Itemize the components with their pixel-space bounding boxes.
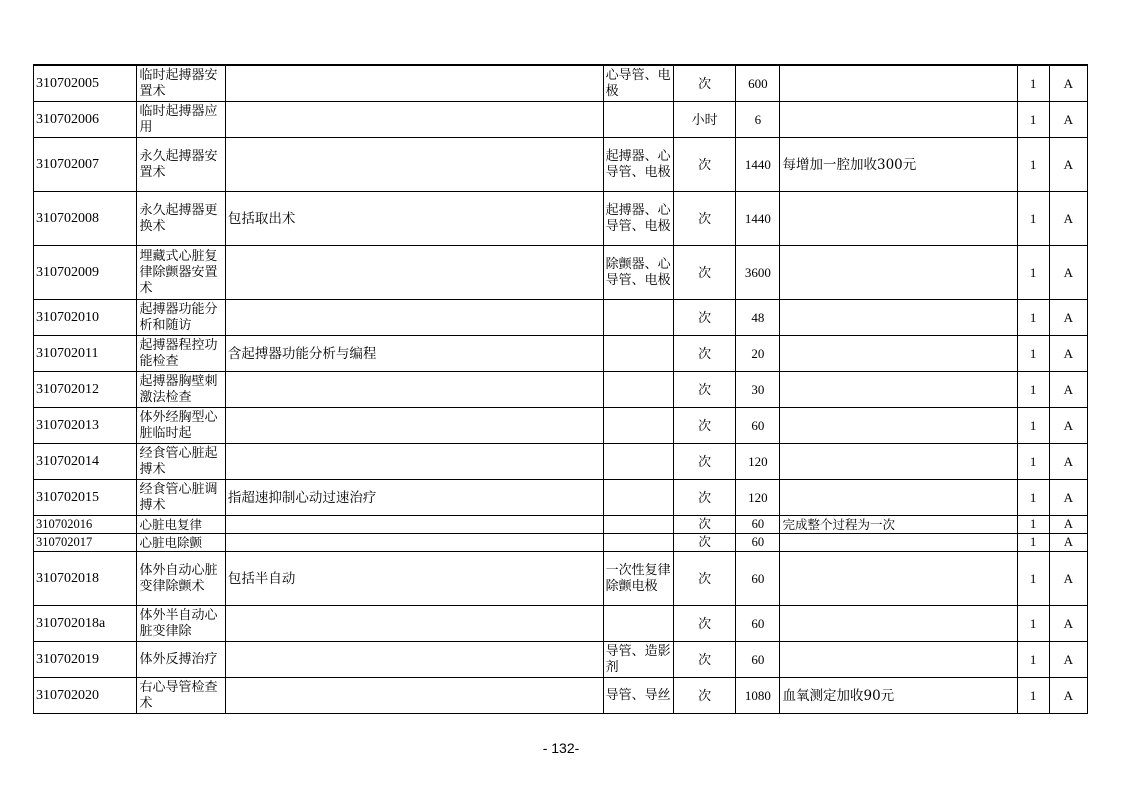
- item-unit: 次: [674, 192, 736, 246]
- item-description: 指超速抑制心动过速治疗: [225, 480, 603, 516]
- item-note: [780, 480, 1017, 516]
- item-name: 起搏器功能分析和随访: [137, 300, 225, 336]
- table-row: [34, 534, 1088, 552]
- item-class: A: [1049, 444, 1087, 480]
- item-class: A: [1049, 102, 1087, 138]
- item-code: 310702009: [34, 246, 137, 300]
- item-name: 永久起搏器安置术: [137, 138, 225, 192]
- item-code: 310702006: [34, 102, 137, 138]
- item-material: [603, 444, 673, 480]
- item-note: [780, 444, 1017, 480]
- item-material: [603, 480, 673, 516]
- item-price: 60: [736, 516, 780, 534]
- item-description: [225, 642, 603, 678]
- item-flag: 1: [1017, 534, 1049, 552]
- item-unit: 次: [674, 534, 736, 552]
- item-material: 起搏器、心导管、电极: [603, 192, 673, 246]
- table-row: [34, 606, 1088, 642]
- table-row: [34, 678, 1088, 714]
- item-flag: 1: [1017, 65, 1049, 102]
- item-material: [603, 102, 673, 138]
- item-class: A: [1049, 642, 1087, 678]
- item-class: A: [1049, 552, 1087, 606]
- item-class: A: [1049, 65, 1087, 102]
- item-code: 310702011: [34, 336, 137, 372]
- item-unit: 次: [674, 606, 736, 642]
- fee-table: [33, 64, 1088, 714]
- item-material: 心导管、电极: [603, 65, 673, 102]
- item-material: [603, 606, 673, 642]
- item-flag: 1: [1017, 516, 1049, 534]
- item-material: 导管、导丝: [603, 678, 673, 714]
- item-code: 310702018: [34, 552, 137, 606]
- item-unit: 次: [674, 300, 736, 336]
- item-code: 310702016: [34, 516, 137, 534]
- item-description: [225, 516, 603, 534]
- item-code: 310702013: [34, 408, 137, 444]
- item-description: [225, 138, 603, 192]
- item-price: 6: [736, 102, 780, 138]
- item-unit: 次: [674, 552, 736, 606]
- item-unit: 次: [674, 65, 736, 102]
- item-material: [603, 516, 673, 534]
- item-flag: 1: [1017, 606, 1049, 642]
- item-flag: 1: [1017, 678, 1049, 714]
- item-code: 310702007: [34, 138, 137, 192]
- item-unit: 次: [674, 642, 736, 678]
- item-note: 完成整个过程为一次: [780, 516, 1017, 534]
- item-price: 600: [736, 65, 780, 102]
- table-row: [34, 480, 1088, 516]
- table-row: [34, 192, 1088, 246]
- item-code: 310702017: [34, 534, 137, 552]
- item-name: 体外自动心脏变律除颤术: [137, 552, 225, 606]
- item-flag: 1: [1017, 138, 1049, 192]
- item-code: 310702018a: [34, 606, 137, 642]
- item-material: [603, 336, 673, 372]
- item-material: 起搏器、心导管、电极: [603, 138, 673, 192]
- item-price: 30: [736, 372, 780, 408]
- item-description: [225, 408, 603, 444]
- table-row: [34, 372, 1088, 408]
- item-note: [780, 372, 1017, 408]
- item-note: 血氧测定加收90元: [780, 678, 1017, 714]
- item-name: 永久起搏器更换术: [137, 192, 225, 246]
- item-flag: 1: [1017, 336, 1049, 372]
- item-flag: 1: [1017, 372, 1049, 408]
- item-note: 每增加一腔加收300元: [780, 138, 1017, 192]
- item-flag: 1: [1017, 300, 1049, 336]
- item-material: 一次性复律除颤电极: [603, 552, 673, 606]
- item-class: A: [1049, 138, 1087, 192]
- item-price: 3600: [736, 246, 780, 300]
- table-row: [34, 102, 1088, 138]
- item-description: 包括半自动: [225, 552, 603, 606]
- item-flag: 1: [1017, 192, 1049, 246]
- item-note: [780, 408, 1017, 444]
- item-name: 临时起搏器应用: [137, 102, 225, 138]
- table-row: [34, 300, 1088, 336]
- item-name: 经食管心脏调搏术: [137, 480, 225, 516]
- item-flag: 1: [1017, 444, 1049, 480]
- item-class: A: [1049, 192, 1087, 246]
- item-unit: 小时: [674, 102, 736, 138]
- item-note: [780, 246, 1017, 300]
- item-name: 体外反搏治疗: [137, 642, 225, 678]
- item-note: [780, 642, 1017, 678]
- item-price: 60: [736, 534, 780, 552]
- item-flag: 1: [1017, 246, 1049, 300]
- item-flag: 1: [1017, 480, 1049, 516]
- item-material: 导管、造影剂: [603, 642, 673, 678]
- table-row: [34, 516, 1088, 534]
- item-code: 310702005: [34, 65, 137, 102]
- item-class: A: [1049, 678, 1087, 714]
- table-row: [34, 246, 1088, 300]
- item-material: [603, 408, 673, 444]
- item-material: [603, 300, 673, 336]
- item-unit: 次: [674, 336, 736, 372]
- item-code: 310702019: [34, 642, 137, 678]
- item-description: [225, 372, 603, 408]
- item-note: [780, 606, 1017, 642]
- item-price: 120: [736, 480, 780, 516]
- item-price: 60: [736, 606, 780, 642]
- item-price: 48: [736, 300, 780, 336]
- item-material: [603, 372, 673, 408]
- item-flag: 1: [1017, 552, 1049, 606]
- item-name: 起搏器胸壁刺激法检查: [137, 372, 225, 408]
- table-row: [34, 65, 1088, 102]
- item-note: [780, 534, 1017, 552]
- item-description: [225, 444, 603, 480]
- item-note: [780, 192, 1017, 246]
- item-class: A: [1049, 300, 1087, 336]
- item-unit: 次: [674, 408, 736, 444]
- item-class: A: [1049, 516, 1087, 534]
- item-material: [603, 534, 673, 552]
- item-description: 包括取出术: [225, 192, 603, 246]
- item-note: [780, 300, 1017, 336]
- item-code: 310702008: [34, 192, 137, 246]
- item-unit: 次: [674, 678, 736, 714]
- fee-table-body: [34, 65, 1088, 714]
- item-description: [225, 300, 603, 336]
- item-class: A: [1049, 534, 1087, 552]
- item-description: [225, 534, 603, 552]
- item-code: 310702010: [34, 300, 137, 336]
- item-unit: 次: [674, 372, 736, 408]
- item-unit: 次: [674, 444, 736, 480]
- item-price: 120: [736, 444, 780, 480]
- item-price: 1080: [736, 678, 780, 714]
- item-note: [780, 552, 1017, 606]
- table-row: [34, 642, 1088, 678]
- table-row: [34, 138, 1088, 192]
- item-note: [780, 336, 1017, 372]
- item-price: 1440: [736, 138, 780, 192]
- item-code: 310702015: [34, 480, 137, 516]
- item-description: [225, 606, 603, 642]
- item-name: 体外经胸型心脏临时起: [137, 408, 225, 444]
- page-number: - 132-: [542, 740, 580, 756]
- item-description: [225, 678, 603, 714]
- item-flag: 1: [1017, 408, 1049, 444]
- item-price: 20: [736, 336, 780, 372]
- item-name: 临时起搏器安置术: [137, 65, 225, 102]
- item-code: 310702014: [34, 444, 137, 480]
- item-price: 60: [736, 642, 780, 678]
- item-price: 60: [736, 408, 780, 444]
- item-name: 体外半自动心脏变律除: [137, 606, 225, 642]
- item-name: 埋藏式心脏复律除颤器安置术: [137, 246, 225, 300]
- item-description: [225, 102, 603, 138]
- item-unit: 次: [674, 516, 736, 534]
- item-class: A: [1049, 606, 1087, 642]
- item-price: 1440: [736, 192, 780, 246]
- table-row: [34, 336, 1088, 372]
- item-price: 60: [736, 552, 780, 606]
- item-class: A: [1049, 372, 1087, 408]
- item-code: 310702020: [34, 678, 137, 714]
- item-unit: 次: [674, 246, 736, 300]
- item-description: [225, 65, 603, 102]
- item-class: A: [1049, 336, 1087, 372]
- item-name: 经食管心脏起搏术: [137, 444, 225, 480]
- item-name: 心脏电复律: [137, 516, 225, 534]
- table-row: [34, 444, 1088, 480]
- item-class: A: [1049, 246, 1087, 300]
- item-name: 心脏电除颤: [137, 534, 225, 552]
- item-description: 含起搏器功能分析与编程: [225, 336, 603, 372]
- item-unit: 次: [674, 138, 736, 192]
- item-class: A: [1049, 408, 1087, 444]
- item-material: 除颤器、心导管、电极: [603, 246, 673, 300]
- table-row: [34, 408, 1088, 444]
- item-unit: 次: [674, 480, 736, 516]
- item-flag: 1: [1017, 102, 1049, 138]
- item-code: 310702012: [34, 372, 137, 408]
- item-description: [225, 246, 603, 300]
- item-class: A: [1049, 480, 1087, 516]
- item-name: 右心导管检查术: [137, 678, 225, 714]
- item-name: 起搏器程控功能检查: [137, 336, 225, 372]
- item-note: [780, 102, 1017, 138]
- item-flag: 1: [1017, 642, 1049, 678]
- item-note: [780, 65, 1017, 102]
- table-row: [34, 552, 1088, 606]
